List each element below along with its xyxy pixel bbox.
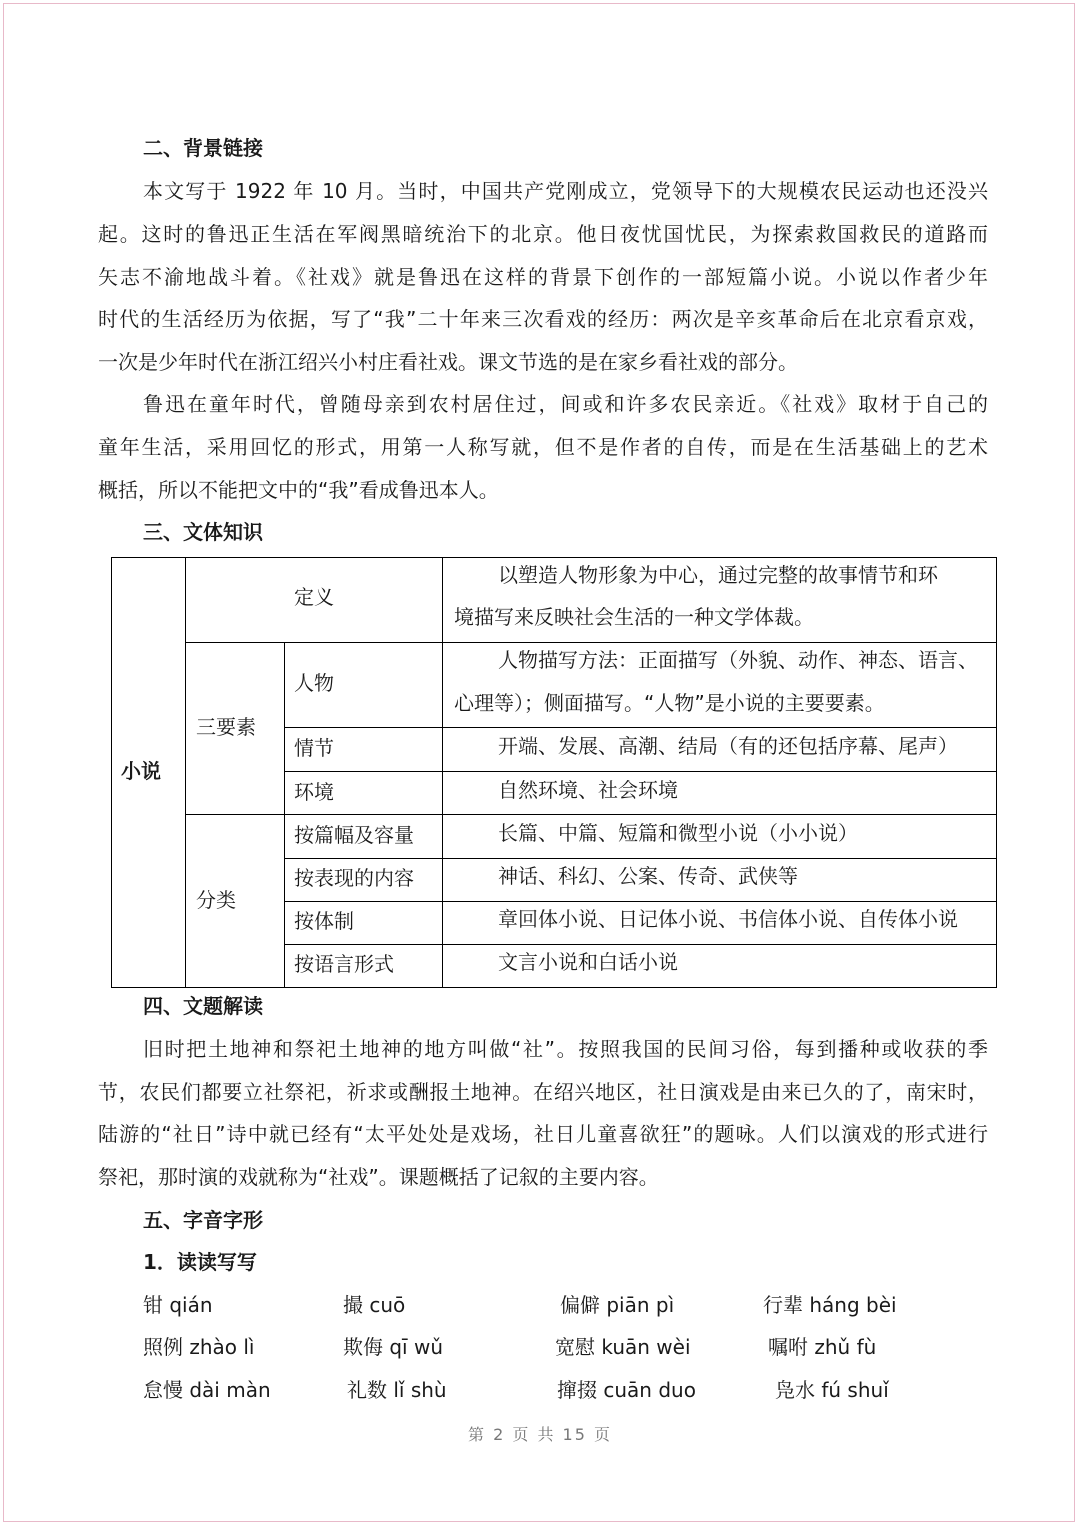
vocab-item: 凫水 fú shuǐ: [775, 1378, 889, 1402]
classification-label: 分类: [196, 888, 236, 912]
classification-text: 文言小说和白话小说: [498, 950, 678, 974]
classification-text: 章回体小说、日记体小说、书信体小说、自传体小说: [498, 907, 958, 931]
classification-name: 按语言形式: [294, 952, 394, 976]
vocab-item: 撮 cuō: [343, 1293, 406, 1317]
subheading-read-write: 1．读读写写: [143, 1250, 257, 1274]
paragraph-line: 节，农民们都要立社祭祀，祈求或酬报土地神。在绍兴地区，社日演戏是由来已久的了，南宋时，: [98, 1080, 988, 1104]
paragraph-line: 童年生活，采用回忆的形式，用第一人称写就，但不是作者的自传，而是在生活基础上的艺术: [98, 435, 988, 459]
classification-name: 按体制: [294, 909, 354, 933]
genre-table: [111, 557, 997, 988]
definition-text: 境描写来反映社会生活的一种文学体裁。: [454, 605, 814, 629]
definition-label: 定义: [294, 585, 334, 609]
paragraph-line: 起。这时的鲁迅正生活在军阀黑暗统治下的北京。他日夜忧国忧民，为探索救国救民的道路而: [98, 222, 988, 246]
paragraph-line: 时代的生活经历为依据，写了“我”二十年来三次看戏的经历：两次是辛亥革命后在北京看京戏，: [98, 307, 988, 331]
section-heading-pronunciation: 五、字音字形: [143, 1208, 263, 1232]
classification-text: 长篇、中篇、短篇和微型小说（小小说）: [498, 821, 858, 845]
page-footer: 第 2 页 共 15 页: [468, 1425, 612, 1444]
element-text: 心理等）；侧面描写。“人物”是小说的主要要素。: [454, 691, 885, 715]
definition-text: 以塑造人物形象为中心，通过完整的故事情节和环: [498, 563, 938, 587]
paragraph-line: 旧时把土地神和祭祀土地神的地方叫做“社”。按照我国的民间习俗，每到播种或收获的季: [143, 1037, 988, 1061]
element-text: 开端、发展、高潮、结局（有的还包括序幕、尾声）: [498, 734, 958, 758]
classification-name: 按篇幅及容量: [294, 823, 414, 847]
paragraph-line: 本文写于 1922 年 10 月。当时，中国共产党刚成立，党领导下的大规模农民运动也还没兴: [143, 179, 988, 203]
vocab-item: 欺侮 qī wǔ: [343, 1335, 443, 1359]
vocab-item: 偏僻 piān pì: [560, 1293, 675, 1317]
paragraph-line: 鲁迅在童年时代，曾随母亲到农村居住过，间或和许多农民亲近。《社戏》取材于自己的: [143, 392, 988, 416]
paragraph-line: 一次是少年时代在浙江绍兴小村庄看社戏。课文节选的是在家乡看社戏的部分。: [98, 350, 798, 374]
vocab-item: 照例 zhào lì: [143, 1335, 255, 1359]
element-text: 自然环境、社会环境: [498, 778, 678, 802]
element-name: 情节: [294, 736, 334, 760]
element-text: 人物描写方法：正面描写（外貌、动作、神态、语言、: [498, 648, 978, 672]
classification-text: 神话、科幻、公案、传奇、武侠等: [498, 864, 798, 888]
vocab-item: 行辈 háng bèi: [763, 1293, 897, 1317]
vocab-item: 嘱咐 zhǔ fù: [768, 1335, 877, 1359]
vocab-item: 宽慰 kuān wèi: [555, 1335, 691, 1359]
paragraph-line: 祭祀，那时演的戏就称为“社戏”。课题概括了记叙的主要内容。: [98, 1165, 659, 1189]
section-heading-genre: 三、文体知识: [143, 520, 263, 544]
paragraph-line: 概括，所以不能把文中的“我”看成鲁迅本人。: [98, 478, 499, 502]
elements-label: 三要素: [196, 715, 256, 739]
section-heading-title: 四、文题解读: [143, 994, 263, 1018]
paragraph-line: 陆游的“社日”诗中就已经有“太平处处是戏场，社日儿童喜欲狂”的题咏。人们以演戏的形式进行: [98, 1122, 988, 1146]
vocab-item: 钳 qián: [143, 1293, 213, 1317]
vocab-item: 撺掇 cuān duo: [557, 1378, 696, 1402]
paragraph-line: 矢志不渝地战斗着。《社戏》就是鲁迅在这样的背景下创作的一部短篇小说。小说以作者少年: [98, 265, 988, 289]
table-category: 小说: [121, 759, 161, 783]
vocab-item: 怠慢 dài màn: [143, 1378, 271, 1402]
element-name: 环境: [294, 780, 334, 804]
vocab-item: 礼数 lǐ shù: [347, 1378, 447, 1402]
section-heading-background: 二、背景链接: [143, 136, 263, 160]
element-name: 人物: [294, 671, 334, 695]
classification-name: 按表现的内容: [294, 866, 414, 890]
